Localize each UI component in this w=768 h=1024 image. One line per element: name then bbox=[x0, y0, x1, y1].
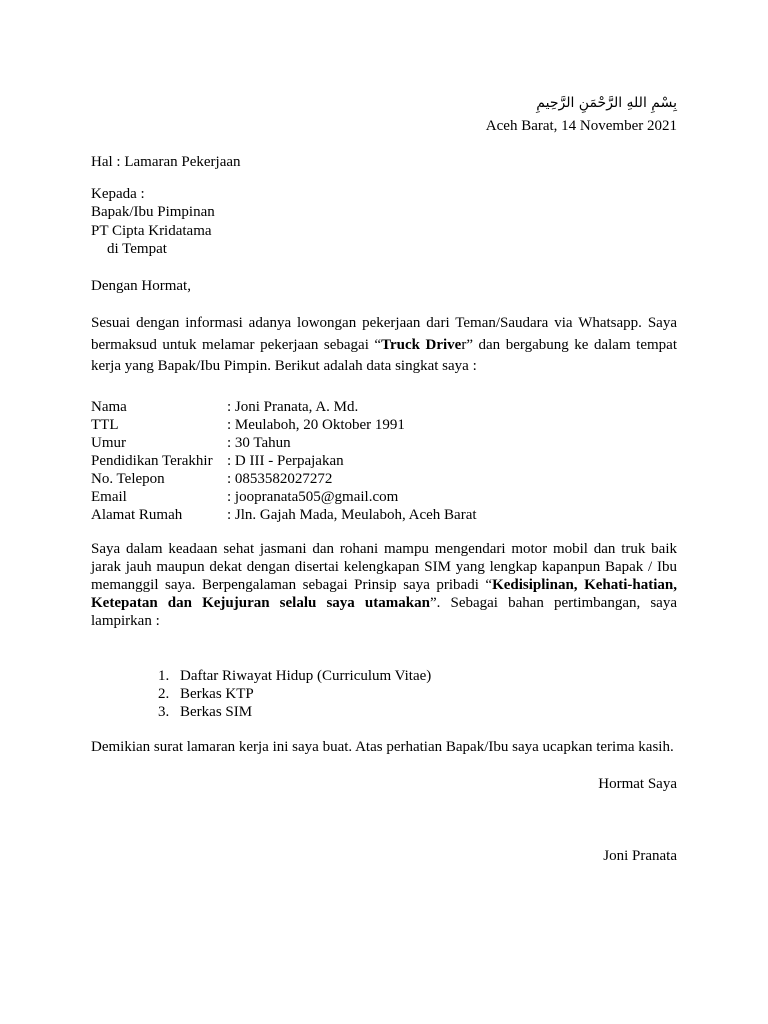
attachment-list bbox=[91, 667, 677, 721]
data-row-telepon bbox=[91, 470, 677, 488]
list-text: Berkas KTP bbox=[180, 686, 254, 702]
data-value: : 30 Tahun bbox=[227, 435, 291, 451]
body-line-4-rest: ”. Sebagai bahan pertimbangan, saya bbox=[429, 595, 677, 611]
body-line-5: lampirkan : bbox=[91, 613, 160, 629]
recipient-line-2: PT Cipta Kridatama bbox=[91, 222, 212, 239]
data-value: : Meulaboh, 20 Oktober 1991 bbox=[227, 417, 405, 433]
list-item bbox=[91, 667, 677, 685]
valediction: Hormat Saya bbox=[598, 776, 677, 792]
recipient-heading: Kepada : bbox=[91, 186, 145, 202]
data-value: : Joni Pranata, A. Md. bbox=[227, 399, 359, 415]
data-row-pendidikan bbox=[91, 452, 677, 470]
body-line-1: Saya dalam keadaan sehat jasmani dan rohani mampu mengendari motor mobil dan truk baik bbox=[91, 541, 677, 557]
subject-line: Hal : Lamaran Pekerjaan bbox=[91, 154, 241, 170]
data-row-umur bbox=[91, 434, 677, 452]
intro-line-2-text: bermaksud untuk melamar pekerjaan sebagai “ bbox=[91, 336, 382, 353]
data-row-email bbox=[91, 488, 677, 506]
list-text: Daftar Riwayat Hidup (Curriculum Vitae) bbox=[180, 668, 432, 684]
data-label: Umur bbox=[91, 435, 126, 451]
data-value: : 0853582027272 bbox=[227, 471, 333, 487]
data-label: No. Telepon bbox=[91, 471, 165, 487]
intro-line-2 bbox=[91, 335, 677, 357]
data-row-ttl bbox=[91, 416, 677, 434]
data-label: Alamat Rumah bbox=[91, 507, 183, 523]
intro-line-1: Sesuai dengan informasi adanya lowongan pekerjaan dari Teman/Saudara via Whatsapp. Saya bbox=[91, 315, 677, 331]
body-line-2: jarak jauh maupun dekat dengan disertai kelengkapan SIM yang lengkap kapanpun Bapak / Ibu bbox=[91, 559, 677, 575]
list-item bbox=[91, 685, 677, 703]
data-label: Email bbox=[91, 489, 127, 505]
closing-sentence: Demikian surat lamaran kerja ini saya buat. Atas perhatian Bapak/Ibu saya ucapkan terima kasih. bbox=[91, 739, 674, 755]
signature-name: Joni Pranata bbox=[603, 848, 677, 864]
list-number: 2. bbox=[158, 686, 170, 702]
data-row-alamat bbox=[91, 506, 677, 524]
data-label: Nama bbox=[91, 399, 127, 415]
job-title-bold: Truck Drive bbox=[381, 336, 462, 353]
recipient-block bbox=[91, 185, 677, 258]
list-number: 3. bbox=[158, 704, 170, 720]
data-label: Pendidikan Terakhir bbox=[91, 453, 213, 469]
personal-data-table bbox=[91, 398, 677, 524]
data-value: : D III - Perpajakan bbox=[227, 453, 344, 469]
body-line-3-text: memanggil saya. Berpengalaman sebagai Prinsip saya pribadi “ bbox=[91, 577, 493, 593]
list-number: 1. bbox=[158, 668, 170, 684]
list-text: Berkas SIM bbox=[180, 704, 253, 720]
principle-bold-1: Kedisiplinan, Kehati-hatian, bbox=[492, 577, 677, 593]
intro-line-3: kerja yang Bapak/Ibu Pimpin. Berikut adalah data singkat saya : bbox=[91, 358, 477, 374]
principle-bold-2: Ketepatan dan Kejujuran selalu saya utamakan bbox=[91, 595, 430, 611]
list-item bbox=[91, 703, 677, 721]
recipient-line-3: di Tempat bbox=[107, 240, 167, 257]
data-value: : joopranata505@gmail.com bbox=[227, 489, 399, 505]
intro-line-2-rest: r” dan bergabung ke dalam tempat bbox=[461, 336, 677, 353]
body-paragraph bbox=[91, 540, 677, 630]
data-row-nama bbox=[91, 398, 677, 416]
place-date: Aceh Barat, 14 November 2021 bbox=[485, 118, 677, 134]
greeting: Dengan Hormat, bbox=[91, 278, 191, 294]
recipient-line-1: Bapak/Ibu Pimpinan bbox=[91, 204, 215, 221]
data-label: TTL bbox=[91, 417, 119, 433]
intro-paragraph bbox=[91, 313, 677, 378]
body-line-3 bbox=[91, 576, 677, 594]
data-value: : Jln. Gajah Mada, Meulaboh, Aceh Barat bbox=[227, 507, 477, 523]
body-line-4 bbox=[91, 594, 677, 612]
bismillah: بِسْمِ اللهِ الرَّحْمَنِ الرَّحِيمِ bbox=[536, 95, 677, 111]
